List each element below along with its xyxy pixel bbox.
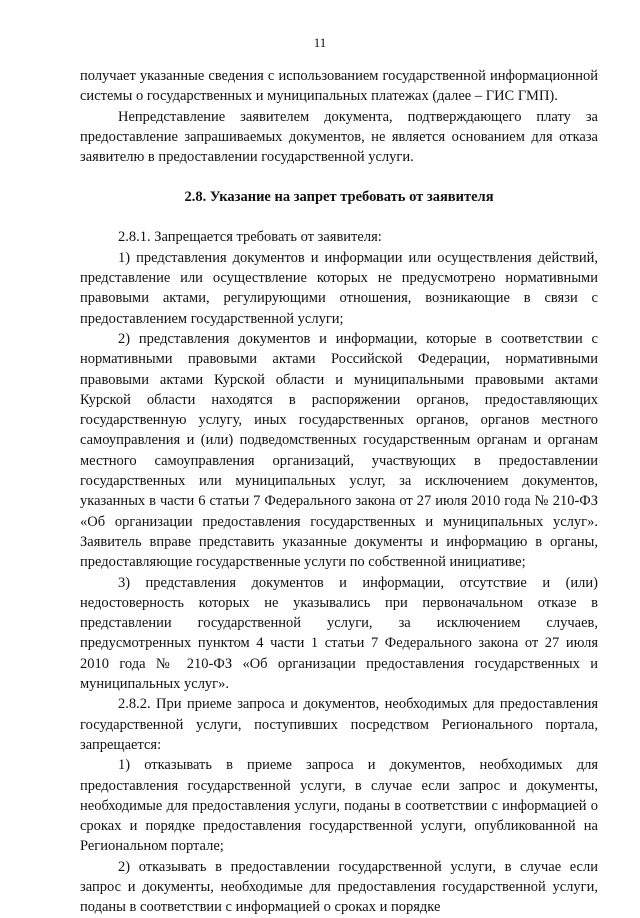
paragraph-gis-gmp-continuation: получает указанные сведения с использованием государственной информационной системы о государственных и муниципальных платежах (далее – ГИС ГМП). xyxy=(80,68,598,105)
document-body xyxy=(80,66,598,918)
paragraph-2-8-1-item-3: 3) представления документов и информации, отсутствие и (или) недостоверность которых не указывались при первоначальном отказе в представлении государственной услуги, за исключением случаев, предусмотренных пунктом 4 части 1 статьи 7 Федерального закона от 27 июля 2010 года № 210-ФЗ «Об организации предоставления государственных и муниципальных услуг». xyxy=(80,574,598,693)
paragraph-2-8-1: 2.8.1. Запрещается требовать от заявителя: xyxy=(118,229,382,246)
paragraph-2-8-1-item-1: 1) представления документов и информации или осуществления действий, представление или осуществление которых не предусмотрено нормативными правовыми актами, регулирующими отношения, возникающие в связи с предоставлением государственной услуги; xyxy=(80,249,598,327)
section-heading: 2.8. Указание на запрет требовать от заявителя xyxy=(184,189,494,206)
page-number: 11 xyxy=(313,35,327,50)
paragraph-2-8-1-item-2: 2) представления документов и информации, которые в соответствии с нормативными правовыми актами Российской Федерации, нормативными правовыми актами Курской области и муниципальными правовыми актами Курской области находятся в распоряжении органов, предоставляющих государственную услугу, иных государственных органов, органов местного самоуправления и (или) подведомственных государственным органам и органам местного самоуправления организаций, участвующих в предоставлении государственных или муниципальных услуг, за исключением документов, указанных в части 6 статьи 7 Федерального закона от 27 июля 2010 года № 210-ФЗ «Об организации предоставления государственных и муниципальных услуг». Заявитель вправе представить указанные документы и информацию в органы, предоставляющие государственные услуги по собственной инициативе; xyxy=(80,330,598,571)
paragraph-2-8-2-item-2: 2) отказывать в предоставлении государственной услуги, в случае если запрос и документы, необходимые для предоставления государственной услуги, поданы в соответствии с информацией о сроках и порядке xyxy=(80,858,598,916)
paragraph-2-8-2: 2.8.2. При приеме запроса и документов, необходимых для предоставления государственной услуги, поступивших посредством Регионального портала, запрещается: xyxy=(80,696,598,753)
paragraph-payment-not-grounds: Непредставление заявителем документа, подтверждающего плату за предоставление запрашиваемых документов, не является основанием для отказа заявителю в предоставлении государственной услуги. xyxy=(80,108,598,166)
paragraph-2-8-2-item-1: 1) отказывать в приеме запроса и документов, необходимых для предоставления государственной услуги, в случае если запрос и документы, необходимые для предоставления услуги, поданы в соответствии с информацией о сроках и порядке предоставления государственной услуги, опубликованной на Региональном портале; xyxy=(80,757,598,855)
